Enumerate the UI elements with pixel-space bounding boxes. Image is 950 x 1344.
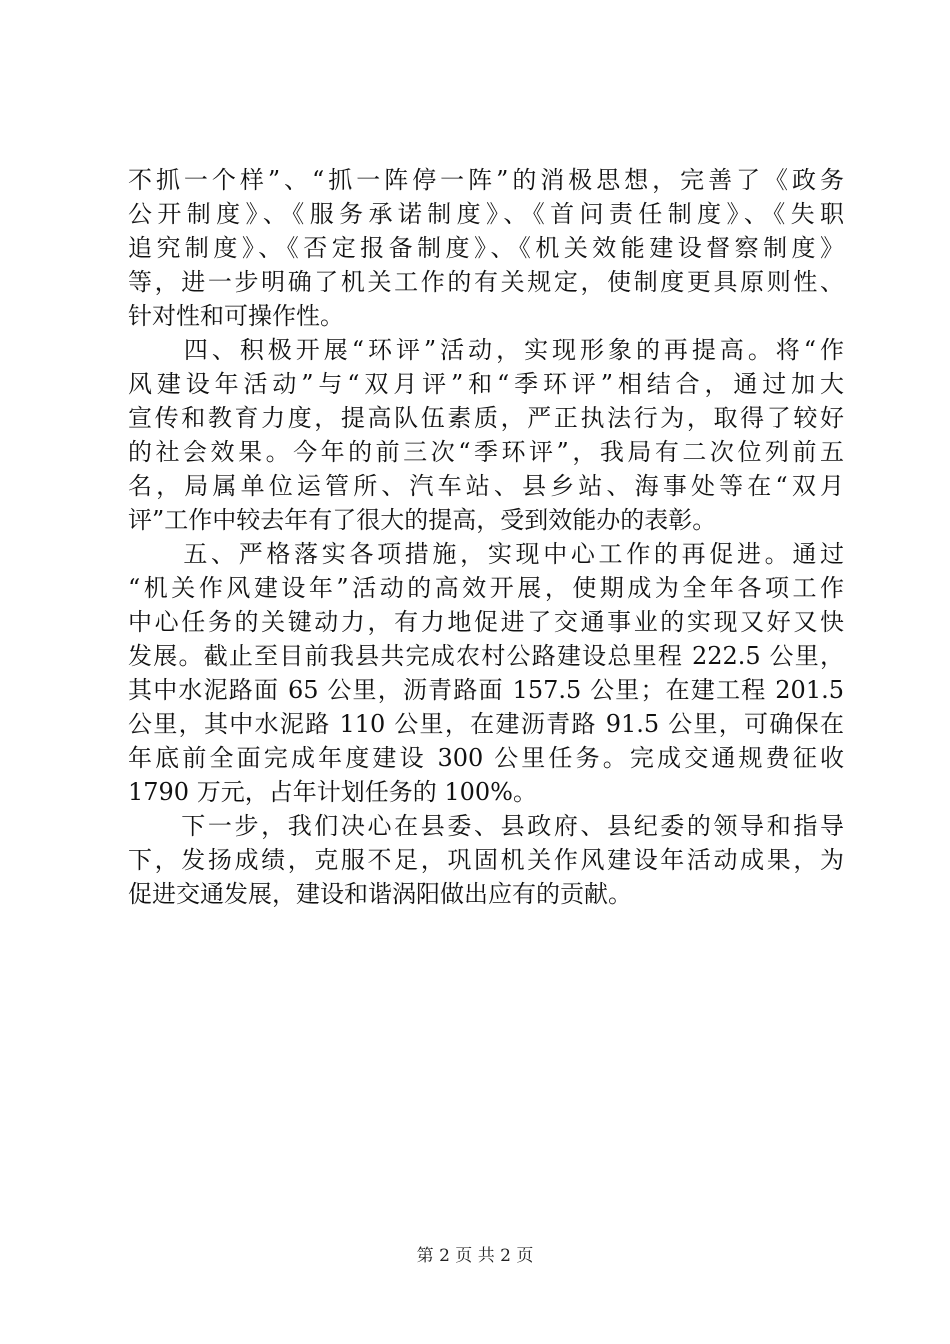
text-line: 促进交通发展，建设和谐涡阳做出应有的贡献。 — [128, 880, 632, 908]
text-line: 的社会效果。今年的前三次“季环评”，我局有二次位列前五 — [128, 438, 844, 466]
text-line: 宣传和教育力度，提高队伍素质，严正执法行为，取得了较好 — [128, 404, 844, 432]
text-line: 公开制度》、《服务承诺制度》、《首问责任制度》、《失职 — [128, 200, 844, 228]
text-line: 评”工作中较去年有了很大的提高，受到效能办的表彰。 — [128, 506, 717, 534]
text-line: 五、严格落实各项措施，实现中心工作的再促进。通过 — [128, 540, 844, 568]
text-line: 其中水泥路面 65 公里，沥青路面 157.5 公里；在建工程 201.5 — [128, 676, 844, 704]
document-body — [128, 163, 844, 911]
text-line: 风建设年活动”与“双月评”和“季环评”相结合，通过加大 — [128, 370, 844, 398]
text-line: 公里，其中水泥路 110 公里，在建沥青路 91.5 公里，可确保在 — [128, 710, 844, 738]
text-line: 发展。截止至目前我县共完成农村公路建设总里程 222.5 公里， — [128, 642, 844, 670]
text-line: 针对性和可操作性。 — [128, 302, 344, 330]
text-line: 追究制度》、《否定报备制度》、《机关效能建设督察制度》 — [128, 234, 844, 262]
text-line: 名，局属单位运管所、汽车站、县乡站、海事处等在“双月 — [128, 472, 844, 500]
text-line: 1790 万元，占年计划任务的 100%。 — [128, 778, 537, 806]
text-line: “机关作风建设年”活动的高效开展，使期成为全年各项工作 — [128, 574, 844, 602]
text-line: 中心任务的关键动力，有力地促进了交通事业的实现又好又快 — [128, 608, 844, 636]
text-line: 等，进一步明确了机关工作的有关规定，使制度更具原则性、 — [128, 268, 844, 296]
text-line: 下，发扬成绩，克服不足，巩固机关作风建设年活动成果，为 — [128, 846, 844, 874]
text-line: 四、积极开展“环评”活动，实现形象的再提高。将“作 — [128, 336, 844, 364]
page-number-footer: 第 2 页 共 2 页 — [416, 1246, 534, 1266]
text-line: 下一步，我们决心在县委、县政府、县纪委的领导和指导 — [128, 812, 844, 840]
text-line: 不抓一个样”、“抓一阵停一阵”的消极思想，完善了《政务 — [128, 166, 844, 194]
text-line: 年底前全面完成年度建设 300 公里任务。完成交通规费征收 — [128, 744, 844, 772]
